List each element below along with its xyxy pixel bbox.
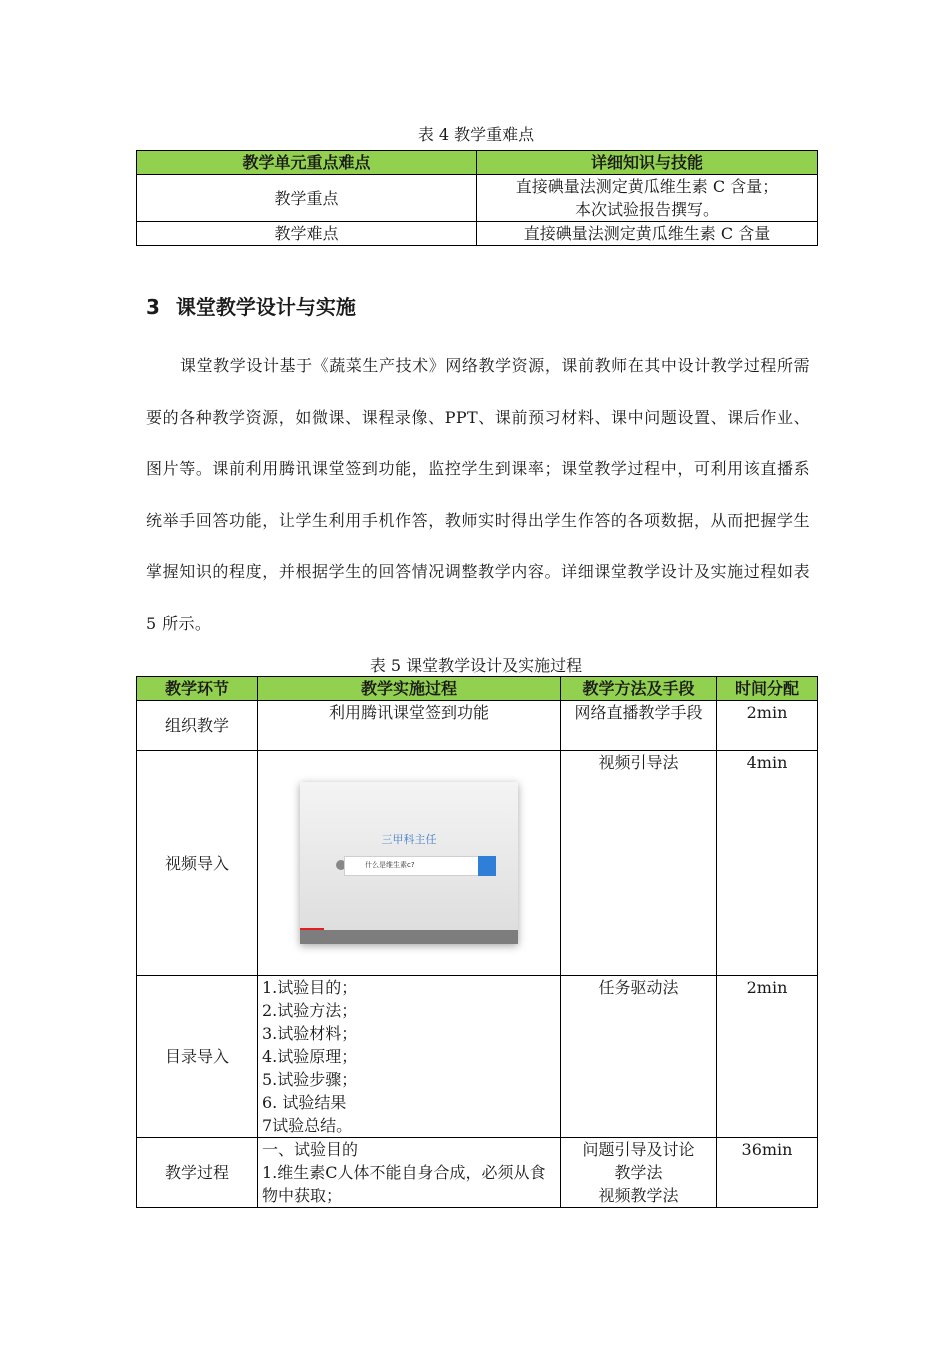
table-row <box>137 222 818 246</box>
list-item: 7试验总结。 <box>262 1116 353 1135</box>
method-cell: 任务驱动法 <box>561 976 717 1138</box>
table-row <box>137 175 818 222</box>
table5-header-row <box>137 677 818 701</box>
video-controls-bar[interactable] <box>300 930 518 944</box>
method-cell: 视频引导法 <box>561 751 717 976</box>
process-cell <box>258 976 561 1138</box>
video-search-text: 什么是维生素c? <box>365 861 415 869</box>
method-line: 问题引导及讨论 <box>582 1140 695 1159</box>
paragraph-text: 课堂教学设计基于《蔬菜生产技术》网络教学资源，课前教师在其中设计教学过程所需要的各种教学资源，如微课、课程录像、PPT、课前预习材料、课中问题设置、课后作业、图片等。课前利用腾讯课堂签到功能，监控学生到课率；课堂教学过程中，可利用该直播系统举手回答功能，让学生利用手机作答，教师实时得出学生作答的各项数据，从而把握学生掌握知识的程度，并根据学生的回答情况调整教学内容。详细课堂教学设计及实施过程如表 5 所示。 <box>146 356 810 633</box>
section-number: 3 <box>146 295 160 319</box>
list-item: 2.试验方法； <box>262 1001 358 1020</box>
search-icon <box>478 856 496 876</box>
table4-row-label: 教学难点 <box>137 222 477 246</box>
table5 <box>136 676 818 1208</box>
table-row <box>137 751 818 976</box>
table4-row-content <box>477 175 818 222</box>
table-row <box>137 976 818 1138</box>
list-item: 3.试验材料； <box>262 1024 358 1043</box>
table4-header-cell: 详细知识与技能 <box>477 151 818 175</box>
time-cell: 36min <box>717 1138 818 1208</box>
table4-content-line: 直接碘量法测定黄瓜维生素 C 含量； <box>515 177 779 196</box>
table4-content-line: 本次试验报告撰写。 <box>574 200 719 219</box>
table5-caption: 表 5 课堂教学设计及实施过程 <box>369 656 583 675</box>
table4-header-row <box>137 151 818 175</box>
stage-cell: 组织教学 <box>137 701 258 751</box>
process-cell <box>258 1138 561 1208</box>
time-cell: 2min <box>717 976 818 1138</box>
process-cell <box>258 751 561 976</box>
table5-header-cell: 时间分配 <box>717 677 818 701</box>
method-line: 视频教学法 <box>598 1186 679 1205</box>
list-item: 5.试验步骤； <box>262 1070 358 1089</box>
video-thumbnail[interactable] <box>300 782 518 944</box>
method-cell: 网络直播教学手段 <box>561 701 717 751</box>
table5-header-cell: 教学方法及手段 <box>561 677 717 701</box>
stage-cell: 教学过程 <box>137 1138 258 1208</box>
table4 <box>136 150 818 246</box>
time-cell: 2min <box>717 701 818 751</box>
time-cell: 4min <box>717 751 818 976</box>
table-row <box>137 1138 818 1208</box>
table4-row-content: 直接碘量法测定黄瓜维生素 C 含量 <box>477 222 818 246</box>
stage-cell: 目录导入 <box>137 976 258 1138</box>
table4-row-label: 教学重点 <box>137 175 477 222</box>
list-item: 6. 试验结果 <box>262 1093 347 1112</box>
table5-header-cell: 教学环节 <box>137 677 258 701</box>
table4-header-cell: 教学单元重点难点 <box>137 151 477 175</box>
list-item: 1.试验目的； <box>262 978 358 997</box>
video-brand-logo: 三甲科主任 <box>381 833 437 846</box>
process-line: 1.维生素C人体不能自身合成，必须从食物中获取； <box>262 1163 546 1205</box>
video-search-bar <box>344 856 496 876</box>
table4-caption: 表 4 教学重难点 <box>417 125 535 144</box>
section-heading <box>146 291 356 320</box>
table5-header-cell: 教学实施过程 <box>258 677 561 701</box>
process-cell: 利用腾讯课堂签到功能 <box>258 701 561 751</box>
process-line: 一、试验目的 <box>262 1140 359 1159</box>
table-row <box>137 701 818 751</box>
method-cell <box>561 1138 717 1208</box>
method-line: 教学法 <box>614 1163 663 1182</box>
body-paragraph <box>146 340 810 650</box>
stage-cell: 视频导入 <box>137 751 258 976</box>
section-title: 课堂教学设计与实施 <box>175 295 356 319</box>
list-item: 4.试验原理； <box>262 1047 358 1066</box>
